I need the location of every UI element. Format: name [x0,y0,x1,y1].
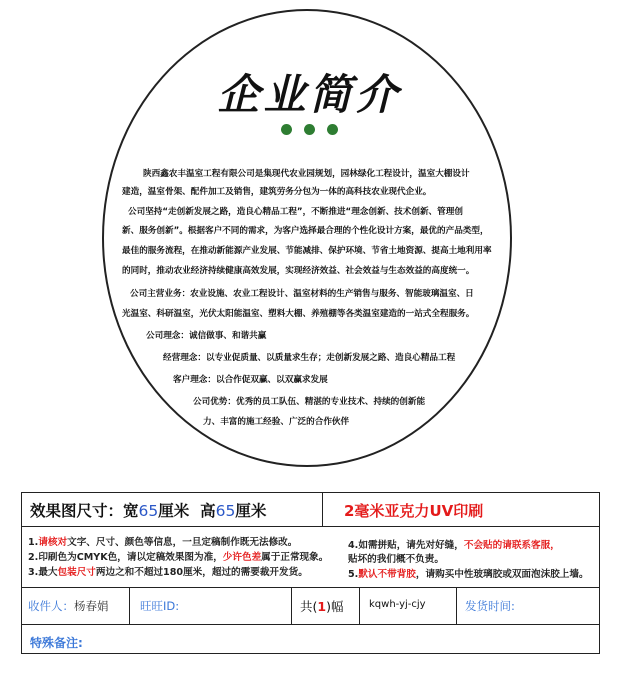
note-item: 3.最大包装尺寸两边之和不超过180厘米，超过的需要裁开发货。 [28,567,308,578]
size-info [30,499,266,521]
order-code: kqwh-yj-cjy [369,599,426,610]
decorative-dots [0,120,619,139]
note-item: 1.请核对文字、尺寸、颜色等信息，一旦定稿制作既无法修改。 [28,537,298,548]
intro-line: 客户理念：以合作促双赢、以双赢求发展 [173,375,328,385]
note-item: 2.印刷色为CMYK色，请以定稿效果图为准，少许色差属于正常现象。 [28,552,329,563]
order-info-table [21,492,600,654]
intro-line: 公司理念：诚信做事、和谐共赢 [146,331,267,341]
width-unit: 厘米 [158,502,190,520]
intro-line: 最佳的服务流程，在推动新能源产业发展、节能减排、保护环境、节省土地资源、提高土地利用率 [122,246,492,256]
intro-line: 公司优势：优秀的员工队伍、精湛的专业技术、持续的创新能 [193,397,426,407]
special-remark-label: 特殊备注: [30,636,83,650]
green-dot-icon [304,124,315,135]
row-divider [22,526,599,527]
col-divider [322,493,323,526]
row-divider [22,624,599,625]
wangwang-id-label: 旺旺ID: [140,599,180,613]
size-label: 效果图尺寸： [30,502,124,520]
width-label: 宽 [123,502,139,520]
height-value: 65 [215,502,236,520]
green-dot-icon [281,124,292,135]
green-dot-icon [327,124,338,135]
row-divider [22,587,599,588]
recipient-field: 收件人：杨春娟 [28,599,109,613]
quantity-value: 1 [317,599,327,614]
intro-line: 力、丰富的施工经验、广泛的合作伙伴 [203,417,350,427]
artwork-title: 企业简介 [217,70,402,119]
col-divider [359,587,360,624]
note-item: 4.如需拼贴，请先对好缝，不会贴的请联系客服， [348,540,560,551]
col-divider [291,587,292,624]
note-item: 贴坏的我们概不负责。 [348,554,444,565]
recipient-name: 杨春娟 [74,599,109,613]
print-method: 2毫米亚克力UV印刷 [344,502,484,520]
intro-line: 经营理念：以专业促质量、以质量求生存；走创新发展之路、造良心精品工程 [163,353,456,363]
height-unit: 厘米 [235,502,267,520]
ship-time-label: 发货时间: [465,599,515,613]
col-divider [129,587,130,624]
intro-line: 光温室、科研温室，光伏太阳能温室、塑料大棚、养殖棚等各类温室建造的一站式全程服务。 [122,309,475,319]
intro-line: 公司坚持“走创新发展之路，造良心精品工程”，不断推进“理念创新、技术创新、管理创 [128,207,463,217]
intro-line: 建造，温室骨架、配件加工及销售，建筑劳务分包为一体的高科技农业现代企业。 [122,187,432,197]
col-divider [456,587,457,624]
intro-line: 公司主营业务：农业设施、农业工程设计、温室材料的生产销售与服务、智能玻璃温室、日 [130,289,474,299]
intro-line: 陕西鑫农丰温室工程有限公司是集现代农业园规划，园林绿化工程设计，温室大棚设计 [143,169,470,179]
quantity-field: 共(1)幅 [300,599,344,614]
intro-line: 新、服务创新”。根据客户不同的需求，为客户选择最合理的个性化设计方案，最优的产品类型， [122,226,489,236]
note-item: 5.默认不带背胶，请购买中性玻璃胶或双面泡沫胶上墙。 [348,569,589,580]
height-label: 高 [200,502,216,520]
intro-line: 的同时，推动农业经济持续健康高效发展，实现经济效益、社会效益与生态效益的高度统一。 [122,266,475,276]
width-value: 65 [138,502,159,520]
